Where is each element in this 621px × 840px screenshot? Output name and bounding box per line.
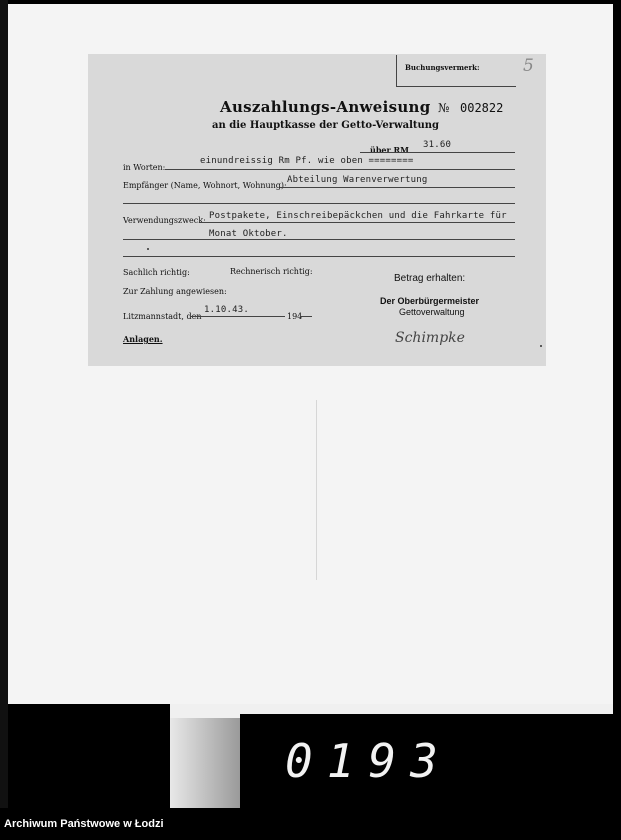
speck xyxy=(147,248,149,250)
recipient-label: Empfänger (Name, Wohnort, Wohnung): xyxy=(123,181,287,190)
counter-shadow xyxy=(170,718,240,808)
year-label: 194 xyxy=(287,312,303,321)
authority-line-1: Der Oberbürgermeister xyxy=(380,296,480,306)
amount-value: 31.60 xyxy=(423,140,452,150)
number-label: № xyxy=(438,101,450,115)
place-label: Litzmannstadt, den xyxy=(123,312,202,321)
attachments-label: Anlagen. xyxy=(123,334,163,344)
purpose-rule-2 xyxy=(123,239,515,240)
words-label: in Worten: xyxy=(123,163,166,172)
purpose-line-2: Monat Oktober. xyxy=(209,229,288,239)
form-title: Auszahlungs-Anweisung xyxy=(220,98,431,116)
date-value: 1.10.43. xyxy=(204,305,249,315)
amount-rule xyxy=(360,152,515,153)
date-rule xyxy=(190,316,285,317)
purpose-rule-3 xyxy=(123,256,515,257)
folio-mark: 5 xyxy=(523,56,534,76)
amount-received-label: Betrag erhalten: xyxy=(394,273,466,284)
archive-name: Archiwum Państwowe w Łodzi xyxy=(4,818,164,830)
serial-number: 002822 xyxy=(460,101,504,115)
purpose-rule-1 xyxy=(200,222,515,223)
amount-label: über RM xyxy=(370,145,410,155)
payment-authorized-label: Zur Zahlung angewiesen: xyxy=(123,287,227,296)
arithmetically-correct-label: Rechnerisch richtig: xyxy=(230,267,313,276)
year-rule xyxy=(300,316,312,317)
booking-note-label: Buchungsvermerk: xyxy=(405,63,480,72)
purpose-line-1: Postpakete, Einschreibepäckchen und die Fahrkarte für xyxy=(209,211,507,221)
words-rule xyxy=(165,169,515,170)
words-value: einundreissig Rm Pf. wie oben ======== xyxy=(200,156,414,166)
frame-counter: 0193 xyxy=(285,734,452,788)
fold-line xyxy=(316,400,317,580)
purpose-label: Verwendungszweck: xyxy=(123,216,206,225)
blank-rule xyxy=(123,203,515,204)
signature: Schimpke xyxy=(395,330,465,346)
authority-line-2: Gettoverwaltung xyxy=(399,307,465,317)
factually-correct-label: Sachlich richtig: xyxy=(123,268,190,277)
recipient-value: Abteilung Warenverwertung xyxy=(287,175,428,185)
recipient-rule xyxy=(280,187,515,188)
form-subtitle: an die Hauptkasse der Getto-Verwaltung xyxy=(212,120,440,131)
speck xyxy=(540,345,542,347)
left-shadow xyxy=(0,0,8,808)
